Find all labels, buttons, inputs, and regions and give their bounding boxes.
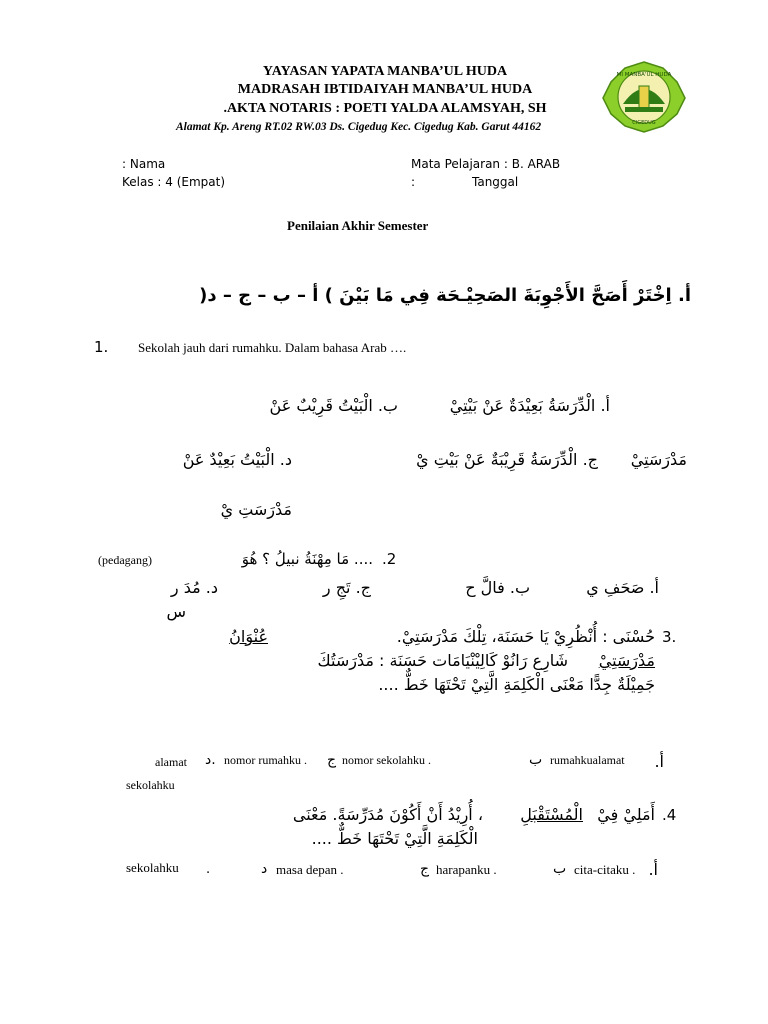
q1-option-b-cont: مَدْرَسَتِيْ <box>630 450 687 469</box>
q2-number: .2 <box>382 550 397 568</box>
q2-option-d-cont: س <box>166 602 186 621</box>
q4-option-b-letter: ب <box>553 861 567 877</box>
q2-text: .... مَا مِهْنَةُ نبيلُ ؟ هُوَ <box>241 550 373 568</box>
logo-text-bottom: CIGEDUG <box>632 120 656 126</box>
notary-line: .AKTA NOTARIS : POETI YALDA ALAMSYAH, SH <box>223 101 547 116</box>
q4-underlined-word: الْمُسْتَقْبَلِ <box>520 805 583 824</box>
q3-option-d-letter: د. <box>205 752 216 768</box>
q4-option-a-letter: أ. <box>648 860 658 879</box>
q4-line1-end: ، أُرِيْدُ أَنْ أَكُوْنَ مُدَرِّسَةً. مَعْنَى <box>292 805 483 824</box>
q4-option-a: cita-citaku . <box>574 862 636 877</box>
q3-option-a-letter: أ. <box>654 752 664 771</box>
q2-option-d: د. مُدَ ر <box>170 578 218 597</box>
school-name: MADRASAH IBTIDAIYAH MANBA’UL HUDA <box>237 82 533 97</box>
q4-line2: الْكَلِمَةِ الَّتِيْ تَحْتَهَا خَطٌّ .... <box>311 829 478 848</box>
q4-option-b: harapanku . <box>436 862 497 877</box>
q4-number: .4 <box>662 806 677 824</box>
q3-underlined-word: عُنْوَانُ <box>229 627 268 646</box>
date-colon: : <box>411 175 416 189</box>
q3-option-c: nomor rumahku . <box>224 753 307 767</box>
q4-option-d-letter: د <box>261 861 268 877</box>
q1-option-d: د. الْبَيْتُ بَعِيْدٌ عَنْ <box>182 450 292 469</box>
instruction: أ. اِخْتَرْ أَصَحَّ الأَجْوِبَةَ الصَحِيْـحَة فِي مَا بَيْنَ ) أ – ب – ج – د( <box>199 285 691 306</box>
q1-option-a: أ. الْدِّرَسَةُ بَعِيْدَةٌ عَنْ بَيْتِيْ <box>449 396 610 415</box>
q3-option-a: rumahkualamat <box>550 753 625 767</box>
subject-field: Mata Pelajaran : B. ARAB <box>411 157 561 171</box>
logo-text-top: MI MANBA'UL HUDA <box>616 72 672 78</box>
q3-line2: شَارِع رَانُوْ كَالِيْنْيَامَات حَسَنَة : مَدْرَسَتُكَ <box>317 651 568 670</box>
date-field: Tanggal <box>472 175 519 189</box>
q2-option-b: ب. فالَّ ح <box>465 578 530 597</box>
q3-option-d: alamat <box>155 755 187 769</box>
q1-number: 1. <box>94 338 109 356</box>
q4-option-d: sekolahku <box>126 860 179 875</box>
q1-option-b: ب. الْبَيْتُ قَرِيْبٌ عَنْ <box>269 396 398 415</box>
q2-option-a: أ. صَحَفِ ي <box>586 578 659 597</box>
q3-line1: حُسْنَى : أُنْظُرِيْ يَا حَسَنَة، تِلْكَ مَدْرَسَتِيْ. <box>396 627 655 646</box>
q3-number: 3. <box>662 628 677 646</box>
exam-title: Penilaian Akhir Semester <box>287 218 429 233</box>
q1-option-c: ج. الْدِّرَسَةُ قَرِيْبَةٌ عَنْ بَيْتِ يْ <box>416 450 598 469</box>
name-field: : Nama <box>122 157 166 171</box>
q4-option-d-dot: . <box>206 862 211 877</box>
q4-option-c: masa depan . <box>276 862 344 877</box>
q2-hint: (pedagang) <box>98 553 152 567</box>
q3-line3: جَمِيْلَةٌ جِدًّا مَعْنَى الْكَلِمَةِ الَّتِيْ تَحْتَهَا خَطٌّ .... <box>378 675 655 694</box>
q3-line2-underlined: مَدْرَسَتِيْ <box>598 651 655 670</box>
q1-option-d-cont: مَدْرَسَتِ يْ <box>220 500 292 519</box>
foundation-name: YAYASAN YAPATA MANBA’UL HUDA <box>262 64 508 79</box>
q1-text: Sekolah jauh dari rumahku. Dalam bahasa Arab …. <box>138 340 407 355</box>
q4-option-c-letter: ج <box>420 861 430 877</box>
q3-option-b-letter: ب <box>529 752 543 768</box>
q2-option-c: ج. تَجِ ر <box>322 578 371 597</box>
q3-option-b: nomor sekolahku . <box>342 753 431 767</box>
school-address: Alamat Kp. Areng RT.02 RW.03 Ds. Cigedug Kec. Cigedug Kab. Garut 44162 <box>176 121 542 133</box>
q3-option-c-letter: ج <box>327 752 337 768</box>
school-logo <box>601 60 687 134</box>
class-field: Kelas : 4 (Empat) <box>122 175 226 189</box>
q4-line1-start: أَمَلِيْ فِيْ <box>597 805 655 824</box>
q3-option-d-cont: sekolahku <box>126 778 175 792</box>
